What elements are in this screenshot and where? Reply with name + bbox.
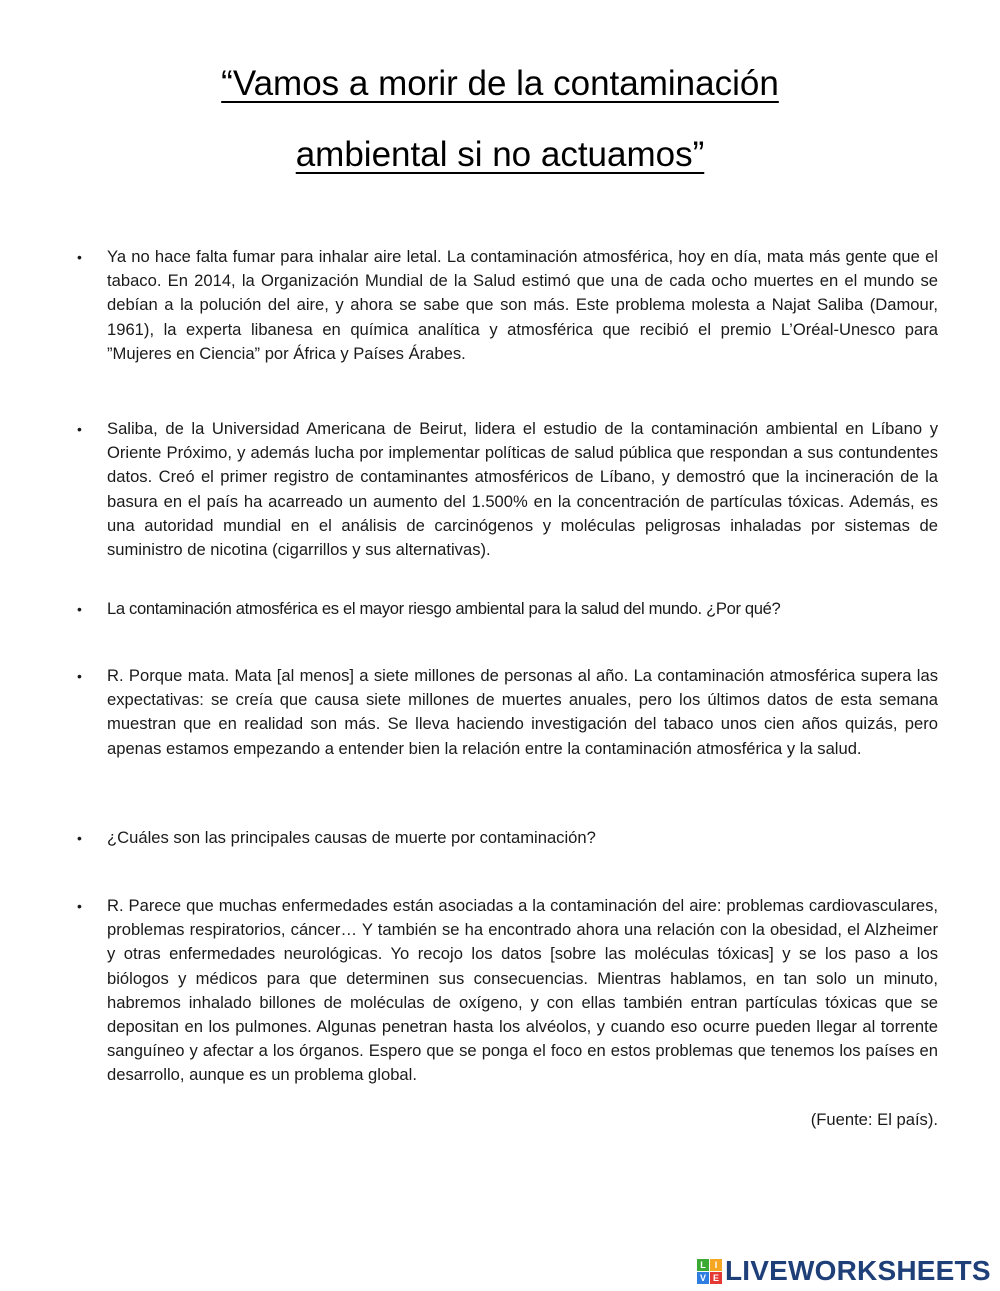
bullet-icon: • bbox=[77, 830, 82, 846]
logo-block-i: I bbox=[710, 1259, 722, 1271]
paragraph-intro bbox=[77, 245, 938, 366]
bullet-icon: • bbox=[77, 421, 82, 437]
bullet-icon: • bbox=[77, 898, 82, 914]
title-text-1: “Vamos a morir de la contaminación bbox=[221, 64, 779, 103]
answer-2 bbox=[77, 894, 938, 1088]
logo-wordmark: LIVEWORKSHEETS bbox=[725, 1255, 991, 1286]
bullet-icon: • bbox=[77, 668, 82, 684]
liveworksheets-logo bbox=[697, 1256, 991, 1286]
document-title-line-1 bbox=[0, 64, 1000, 104]
question-1 bbox=[77, 597, 938, 621]
question-2 bbox=[77, 826, 938, 850]
paragraph-text: Saliba, de la Universidad Americana de Beirut, lidera el estudio de la contaminación ambiental en Líbano y Oriente Próximo, y además lucha por implementar políticas de salud pública que respondan a sus contundentes datos. Creó el primer registro de contaminantes atmosféricos de Líbano, y demostró que la incineración de la basura en el país ha acarreado un aumento del 1.500% en la concentración de partículas tóxicas. Además, es una autoridad mundial en el análisis de carcinógenos y moléculas peligrosas inhaladas por sistemas de suministro de nicotina (cigarrillos y sus alternativas). bbox=[107, 419, 938, 560]
live-blocks-icon bbox=[697, 1259, 722, 1284]
paragraph-text: Ya no hace falta fumar para inhalar aire letal. La contaminación atmosférica, hoy en día, mata más gente que el tabaco. En 2014, la Organización Mundial de la Salud estimó que una de cada ocho muertes en el mundo se debían a la polución del aire, y ahora se sabe que son más. Este problema molesta a Najat Saliba (Damour, 1961), la experta libanesa en química analítica y atmosférica que recibió el premio L’Oréal-Unesco para ”Mujeres en Ciencia” por África y Países Árabes. bbox=[107, 247, 938, 363]
paragraph-saliba bbox=[77, 417, 938, 562]
logo-block-e: E bbox=[710, 1272, 722, 1284]
logo-block-l: L bbox=[697, 1259, 709, 1271]
answer-text: R. Parece que muchas enfermedades están asociadas a la contaminación del aire: problemas cardiovasculares, problemas respiratorios, cáncer… Y también se ha encontrado ahora una relación con la obesidad, el Alzheimer y otras enfermedades neurológicas. Yo recojo los datos [sobre las moléculas tóxicas] y se los paso a los biólogos y médicos para que determinen sus consecuencias. Mientras hablamos, en tan solo un minuto, habremos inhalado billones de moléculas de oxígeno, y con ellas también entran partículas tóxicas que se depositan en los pulmones. Algunas penetran hasta los alvéolos, y cuando eso ocurre pueden llegar al torrente sanguíneo y afectar a los órganos. Espero que se ponga el foco en estos problemas que tenemos los países en desarrollo, aunque es un problema global. bbox=[107, 896, 938, 1085]
question-text: La contaminación atmosférica es el mayor riesgo ambiental para la salud del mundo. ¿Por qué? bbox=[107, 599, 781, 618]
title-text-2: ambiental si no actuamos” bbox=[295, 135, 705, 174]
logo-block-v: V bbox=[697, 1272, 709, 1284]
answer-1 bbox=[77, 664, 938, 761]
bullet-icon: • bbox=[77, 249, 82, 265]
bullet-icon: • bbox=[77, 601, 82, 617]
question-text: ¿Cuáles son las principales causas de muerte por contaminación? bbox=[107, 828, 596, 847]
source-citation: (Fuente: El país). bbox=[810, 1110, 938, 1129]
document-title-line-2 bbox=[0, 135, 1000, 175]
answer-text: R. Porque mata. Mata [al menos] a siete millones de personas al año. La contaminación atmosférica supera las expectativas: se creía que causa siete millones de muertes anuales, pero los últimos datos de esta semana muestran que en realidad son más. Se lleva haciendo investigación del tabaco unos cien años quizás, pero apenas estamos empezando a entender bien la relación entre la contaminación atmosférica y la salud. bbox=[107, 666, 938, 758]
